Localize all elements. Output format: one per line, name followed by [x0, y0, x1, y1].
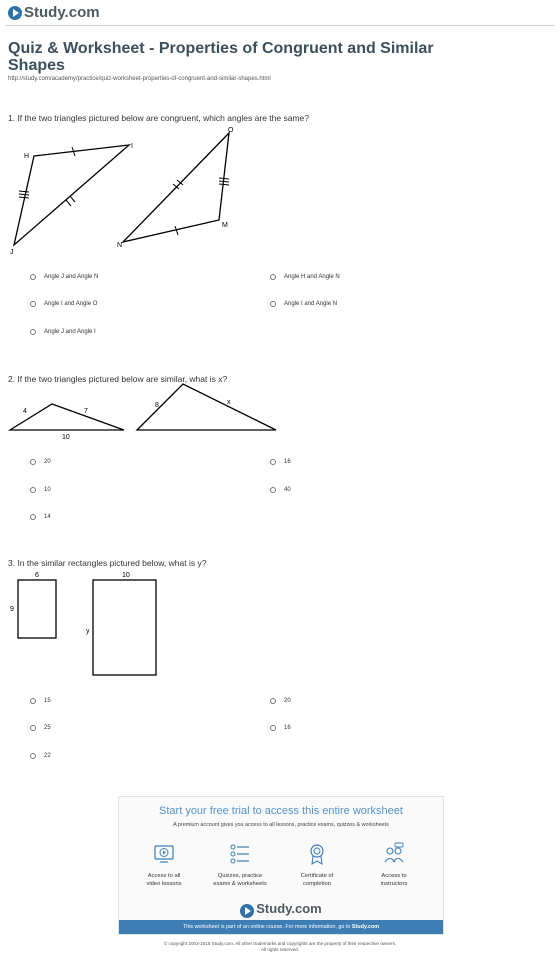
- q2-option-2[interactable]: 16: [270, 459, 291, 465]
- radio-button[interactable]: [30, 459, 36, 465]
- promo-subtitle: A premium account gives you access to all lessons, practice exams, quizzes & worksheets: [173, 822, 389, 828]
- question-1-text: 1. If the two triangles pictured below are congruent, which angles are the same?: [8, 113, 309, 123]
- vertex-label-i: I: [131, 143, 133, 150]
- logo-text: Study.com: [24, 4, 100, 21]
- play-logo-icon: [8, 6, 22, 20]
- vertex-label-n: N: [117, 242, 123, 249]
- feature-certificate: Certificate of completion: [281, 842, 353, 888]
- triangle-hij: [14, 145, 129, 245]
- side-label-8: 8: [155, 402, 159, 409]
- radio-button[interactable]: [30, 301, 36, 307]
- promo-title[interactable]: Start your free trial to access this entire worksheet: [159, 805, 403, 817]
- radio-button[interactable]: [30, 698, 36, 704]
- free-trial-promo[interactable]: [118, 796, 444, 935]
- page-url: http://study.com/academy/practice/quiz-worksheet-properties-of-congruent-and-similar-shapes.html: [8, 76, 271, 82]
- width-label-10: 10: [122, 572, 130, 579]
- q1-option-4[interactable]: Angle I and Angle N: [270, 301, 337, 307]
- q2-option-3[interactable]: 10: [30, 487, 51, 493]
- q1-option-3[interactable]: Angle I and Angle O: [30, 301, 97, 307]
- large-rectangle: [93, 580, 156, 675]
- radio-button[interactable]: [270, 698, 276, 704]
- radio-button[interactable]: [270, 725, 276, 731]
- q1-option-1[interactable]: Angle J and Angle N: [30, 274, 98, 280]
- q2-option-4[interactable]: 40: [270, 487, 291, 493]
- height-label-9: 9: [10, 606, 14, 613]
- radio-button[interactable]: [30, 329, 36, 335]
- course-info-band: This worksheet is part of an online course. For more information, go to Study.com: [119, 920, 443, 934]
- quiz-list-icon: [228, 842, 252, 866]
- header-divider: [6, 25, 554, 26]
- q2-option-5[interactable]: 14: [30, 514, 51, 520]
- radio-button[interactable]: [30, 753, 36, 759]
- radio-button[interactable]: [270, 274, 276, 280]
- vertex-label-o: O: [228, 127, 234, 134]
- side-label-x: x: [227, 399, 231, 406]
- question-2-text: 2. If the two triangles pictured below are similar, what is x?: [8, 374, 228, 384]
- play-logo-icon: [240, 904, 254, 918]
- q3-option-1[interactable]: 15: [30, 698, 51, 704]
- q3-option-2[interactable]: 20: [270, 698, 291, 704]
- small-rectangle: [18, 580, 56, 638]
- q2-option-1[interactable]: 20: [30, 459, 51, 465]
- question-2-figure: [0, 380, 290, 444]
- question-3-text: 3. In the similar rectangles pictured below, what is y?: [8, 558, 207, 568]
- triangle-onm: [123, 133, 229, 242]
- vertex-label-m: M: [222, 222, 228, 229]
- radio-button[interactable]: [270, 459, 276, 465]
- question-1-figure: [0, 120, 280, 260]
- radio-button[interactable]: [30, 487, 36, 493]
- q3-option-3[interactable]: 25: [30, 725, 51, 731]
- instructor-icon: [382, 842, 406, 866]
- copyright: © copyright 2003-2015 Study.com. All other trademarks and copyrights are the property of their respective owners. All rights reserved.: [163, 941, 397, 952]
- q3-option-4[interactable]: 16: [270, 725, 291, 731]
- study-logo[interactable]: [8, 4, 100, 21]
- certificate-icon: [305, 842, 329, 866]
- height-label-y: y: [86, 628, 90, 635]
- study-link[interactable]: Study.com: [351, 924, 380, 930]
- q3-option-5[interactable]: 22: [30, 753, 51, 759]
- video-lesson-icon: [152, 842, 176, 866]
- vertex-label-h: H: [24, 153, 30, 160]
- feature-instructors: Access to instructors: [358, 842, 430, 888]
- feature-quizzes: Quizzes, practice exams & worksheets: [204, 842, 276, 888]
- radio-button[interactable]: [270, 301, 276, 307]
- promo-brand-logo[interactable]: Study.com: [119, 901, 443, 918]
- small-triangle: [10, 404, 124, 430]
- vertex-label-j: J: [10, 249, 14, 256]
- side-label-10: 10: [62, 434, 70, 441]
- width-label-6: 6: [35, 572, 39, 579]
- q1-option-5[interactable]: Angle J and Angle I: [30, 329, 96, 335]
- question-3-figure: [0, 566, 170, 682]
- radio-button[interactable]: [270, 487, 276, 493]
- radio-button[interactable]: [30, 514, 36, 520]
- side-label-4: 4: [23, 408, 27, 415]
- side-label-7: 7: [84, 408, 88, 415]
- radio-button[interactable]: [30, 274, 36, 280]
- page-title: Quiz & Worksheet - Properties of Congruent and Similar Shapes: [8, 40, 434, 74]
- feature-video-lessons: Access to all video lessons: [128, 842, 200, 888]
- radio-button[interactable]: [30, 725, 36, 731]
- q1-option-2[interactable]: Angle H and Angle N: [270, 274, 340, 280]
